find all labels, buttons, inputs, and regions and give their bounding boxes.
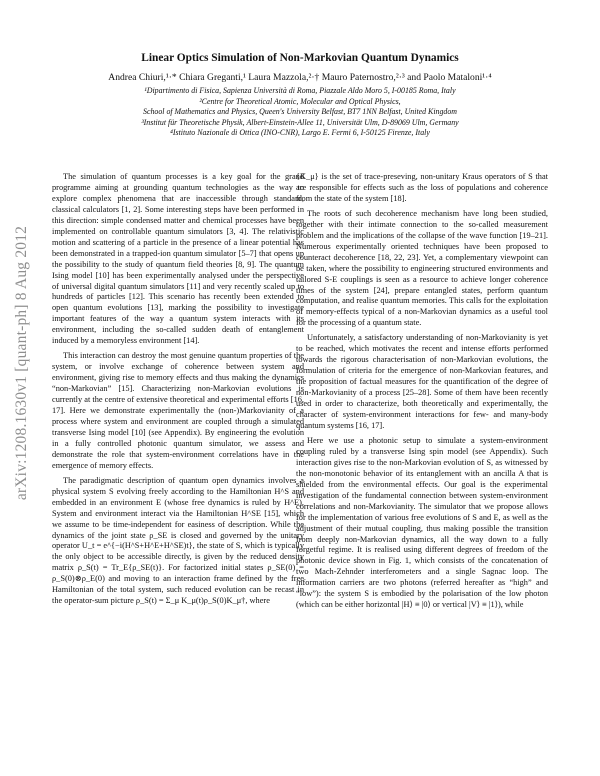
body-paragraph: The roots of such decoherence mechanism have long been studied, together with their intimate connection to the so-called measurement problem and the implications of the collapse of the wave function [19–21]. Numerous experimentally oriented techniques have been proposed to counteract decoherence [18, 22, 23]. Yet, a complementary viewpoint can be taken, where the possibility to engineering structured environments and tailored S-E couplings is seen as a resource to achieve longer coherence times of the system [24], prepare entangled states, perform quantum computation, and realise quantum memories. This calls for the exploitation of memory-effects typical of a non-Markovian dynamics as a useful tool for the processing of a quantum state.: [296, 208, 548, 328]
affiliation-line: ¹Dipartimento di Fisica, Sapienza Università di Roma, Piazzale Aldo Moro 5, I-00185 Roma, Italy: [144, 86, 456, 95]
paper-title: Linear Optics Simulation of Non-Markovian Quantum Dynamics: [141, 52, 459, 64]
affiliation-line: ⁴Istituto Nazionale di Ottica (INO-CNR), Largo E. Fermi 6, I-50125 Firenze, Italy: [170, 128, 430, 138]
body-paragraph: Unfortunately, a satisfactory understanding of non-Markovianity is yet to be reached, which motivates the recent and intense efforts performed towards the rigorous characterisation of non-Markovian evolutions, the formulation of criteria for the emergence of non-Markovian features, and the proposition of factual measures for the quantification of the degree of non-Markovianity of a process [25–28]. Some of them have been recently used in order to characterize, both theoretically and experimentally, the character of system-environment interactions for few- and many-body quantum systems [16, 17].: [296, 333, 548, 430]
left-text-column: [52, 172, 304, 611]
arxiv-identifier-text: arXiv:1208.1630v1 [quant-ph] 8 Aug 2012: [13, 225, 31, 500]
affiliation-line: School of Mathematics and Physics, Queen's University Belfast, BT7 1NN Belfast, United Kingdom: [143, 107, 457, 117]
right-text-column: [296, 172, 548, 615]
body-paragraph: {K_μ} is the set of trace-preseving, non-unitary Kraus operators of S that are responsible for effects such as the loss of populations and coherence from the state of the system [18].: [296, 172, 548, 203]
author-list: Andrea Chiuri,¹·* Chiara Greganti,¹ Laura Mazzola,²·† Mauro Paternostro,²·³ and Paolo Mataloni¹·⁴: [108, 72, 492, 83]
affiliation-list: [60, 86, 540, 139]
affiliation-line: ³Institut für Theoretische Physik, Albert-Einstein-Allee 11, Universität Ulm, D-89069 Ulm, Germany: [141, 117, 459, 127]
body-paragraph: The paradigmatic description of quantum open dynamics involves a physical system S evolving freely according to the Hamiltonian H^S and embedded in an environment E (whose free dynamics is ruled by H^E). System and environment interact via the Hamiltonian H^SE [15], which we assume to be time-independent for easiness of description. While the dynamics of the joint state ρ_SE is closed and governed by the unitary operator U_t = e^{−i(H^S+H^E+H^SE)t}, the state of S, which is typically the only object to be accessible directly, is given by the reduced density matrix ρ_S(t) = Tr_E{ρ_SE(t)}. For factorized initial states ρ_SE(0) = ρ_S(0)⊗ρ_E(0) and moving to an interaction frame defined by the free Hamiltonian of the total system, such reduced evolution can be recast in the operator-sum picture ρ_S(t) = Σ_μ K_μ(t)ρ_S(0)K_μ†, where: [52, 475, 304, 606]
affiliation-line: ²Centre for Theoretical Atomic, Molecular and Optical Physics,: [199, 96, 401, 106]
arxiv-identifier-stamp: [3, 175, 41, 550]
body-paragraph: This interaction can destroy the most genuine quantum properties of the system, or involve exchange of coherence between system and environment, giving rise to memory effects and thus making the dynamics “non-Markovian” [15]. Characterizing non-Markovian evolutions is currently at the centre of extensive theoretical and experimental efforts [16, 17]. Here we demonstrate experimentally the (non-)Markovianity of a process where system and environment are coupled through a simulated transverse Ising model [10] (see Appendix). By engineering the evolution in a fully controlled photonic quantum simulator, we assess and demonstrate the role that system-environment correlations have in the emergence of memory effects.: [52, 351, 304, 470]
body-paragraph: The simulation of quantum processes is a key goal for the grand programme aiming at grounding quantum technologies as the way to explore complex phenomena that are inaccessible through standard, classical calculators [1, 2]. Some interesting steps have been performed in this direction: simple condensed matter and chemical processes have been implemented on controllable quantum simulators [3, 4]. The relativistic motion and scattering of a particle in the presence of a linear potential has been demonstrated in a trapped-ion quantum simulator [5–7] that opens up the possibility to the study of quantum field theories [8, 9]. The quantum Ising model [10] has been experimentally analysed under the perspective of universal digital quantum simulators [11] and very recently scaled up to hundreds of particles [12]. This scenario has recently been extended to open quantum evolutions [13], marking the possibility to investigate important features of the way a quantum system interacts with its environment, including the so-called sudden death of entanglement induced by a memoryless environment [14].: [52, 172, 304, 346]
body-paragraph: Here we use a photonic setup to simulate a system-environment coupling ruled by a transverse Ising spin model (see Appendix). Such interaction gives rise to the non-Markovian evolution of S, as witnessed by the non-monotonic behavior of its entanglement with an ancilla A that is shielded from the environmental effects. Our goal is the experimental investigation of the fundamental connection between system-environment correlations and non-Markovianity. The simulator that we propose allows for the implementation of various free evolutions of S and E, as well as the adjustment of their mutual coupling, thus making possible the transition from deeply non-Markovian dynamics, all the way down to a fully forgetful regime. It is realised using different degrees of freedom of the photonic device shown in Fig. 1, which consists of the concatenation of two Mach-Zehnder interferometers and a single Sagnac loop. The information carriers are two photons (referred hereafter as “high” and “low”): the system S is embodied by the polarisation of the low photon (which can be either horizontal |H⟩ ≡ |0⟩ or vertical |V⟩ ≡ |1⟩), while: [296, 435, 548, 610]
